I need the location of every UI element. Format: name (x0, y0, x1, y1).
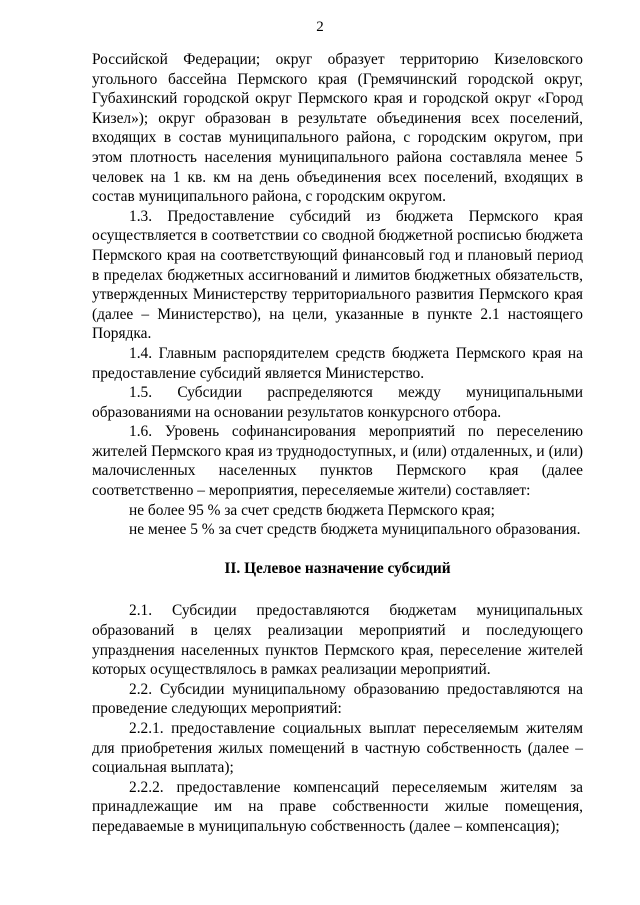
paragraphs-after-heading (92, 601, 583, 836)
paragraph-1-4: 1.4. Главным распорядителем средств бюджета Пермского края на предоставление субсидий является Министерство. (92, 344, 583, 382)
paragraph-1-6-item-2: не менее 5 % за счет средств бюджета муниципального образования. (129, 521, 581, 539)
paragraph-2-1: 2.1. Субсидии предоставляются бюджетам муниципальных образований в целях реализации мероприятий и последующего упразднения населенных пунктов Пермского края, переселение жителей которых осуществлялось в рамках реализации мероприятий. (92, 602, 583, 679)
paragraph-1-6-item-1: не более 95 % за счет средств бюджета Пермского края; (129, 501, 495, 519)
paragraph-1-5: 1.5. Субсидии распределяются между муниципальными образованиями на основании результатов конкурсного отбора. (92, 384, 583, 421)
paragraph-continuation: Российской Федерации; округ образует территорию Кизеловского угольного бассейна Пермского края (Гремячинский городской округ, Губахинский городской округ Пермского края и городской округ «Город Кизел»); округ образован в результате объединения всех поселений, входящих в состав муниципального района, с городским округом, при этом плотность населения муниципального района составляла менее 5 человек на 1 кв. км на день объединения всех поселений, входящих в состав муниципального района, с городским округом. (92, 51, 583, 206)
paragraphs-before-heading (92, 50, 583, 540)
paragraph-2-2-1: 2.2.1. предоставление социальных выплат переселяемым жителям для приобретения жилых помещений в частную собственность (далее – социальная выплата); (92, 720, 583, 777)
paragraph-2-2-2: 2.2.2. предоставление компенсаций переселяемым жителям за принадлежащие им на праве собственности жилые помещения, передаваемые в муниципальную собственность (далее – компенсация); (92, 778, 583, 835)
paragraph-2-2: 2.2. Субсидии муниципальному образованию предоставляются на проведение следующих мероприятий: (92, 680, 583, 718)
section-heading: II. Целевое назначение субсидий (224, 559, 451, 577)
paragraph-1-6: 1.6. Уровень софинансирования мероприятий по переселению жителей Пермского края из труднодоступных, и (или) отдаленных, и (или) малочисленных населенных пунктов Пермского края (далее соответственно – мероприятия, переселяемые жители) составляет: (92, 423, 583, 500)
page-number: 2 (316, 19, 324, 35)
paragraph-1-3: 1.3. Предоставление субсидий из бюджета Пермского края осуществляется в соответствии со сводной бюджетной росписью бюджета Пермского края на соответствующий финансовый год и плановый период в пределах бюджетных ассигнований и лимитов бюджетных обязательств, утвержденных Министерству территориального развития Пермского края (далее – Министерство), на цели, указанные в пункте 2.1 настоящего Порядка. (92, 207, 583, 343)
